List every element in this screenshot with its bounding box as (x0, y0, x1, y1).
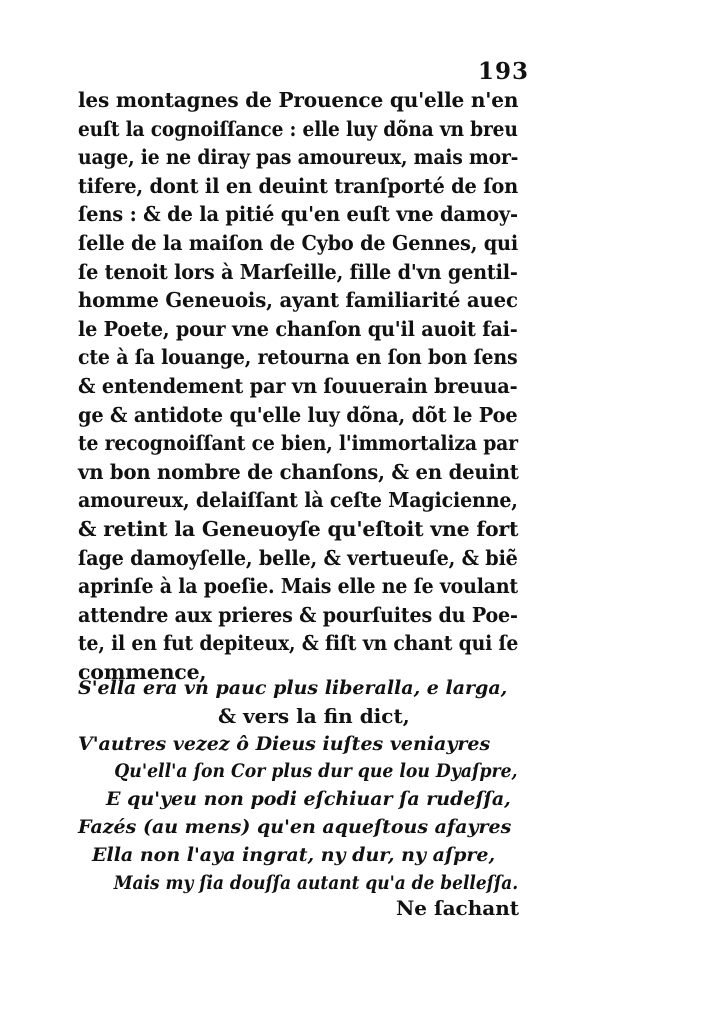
prose-line: homme Geneuois, ayant familiarité auec (78, 288, 518, 313)
prose-line: & entendement par vn ſouuerain breuua- (78, 373, 518, 398)
prose-line: & retint la Geneuoyſe qu'eſtoit vne fort (78, 516, 519, 541)
prose-line: les montagnes de Prouence qu'elle n'en (78, 88, 519, 112)
prose-line: ſage damoyſelle, belle, & vertueuſe, & biẽ (78, 545, 518, 570)
prose-line: ſe tenoit lors à Marſeille, fille d'vn gentil- (78, 259, 518, 284)
verse-block (78, 675, 518, 897)
verse-line: Ella non l'aya ingrat, ny dur, ny aſpre, (92, 843, 496, 866)
prose-block (78, 86, 518, 686)
verse-line: Mais my ſia douſſa autant qu'a de belleſſa. (113, 871, 519, 894)
verse-line: S'ella era vn pauc plus liberalla, e larga, (78, 677, 508, 699)
prose-line: commence, (78, 659, 207, 684)
prose-line: vn bon nombre de chanſons, & en deuint (78, 459, 519, 484)
catchword: Ne ſachant (396, 896, 519, 920)
prose-line: amoureux, delaiſſant là ceſte Magicienne, (78, 488, 518, 513)
verse-line: E qu'yeu non podi eſchiuar ſa rudeſſa, (106, 788, 511, 811)
prose-line: cte à ſa louange, retourna en ſon bon ſens (78, 345, 518, 370)
verse-line: Fazés (au mens) qu'en aqueſtous afayres (78, 815, 512, 838)
prose-line: te, il en fut depiteux, & fiſt vn chant qui ſe (78, 631, 519, 656)
prose-line: le Poete, pour vne chanſon qu'il auoit fai- (78, 316, 518, 341)
verse-line: Qu'ell'a ſon Cor plus dur que lou Dyaſpre, (114, 760, 518, 783)
verse-interlude: & vers la fin dict, (218, 703, 410, 728)
prose-line: aprinſe à la poeſie. Mais elle ne ſe voulant (78, 574, 518, 599)
prose-line: ſelle de la maiſon de Cybo de Gennes, qui (78, 230, 518, 255)
prose-line: tifere, dont il en deuint tranſporté de ſon (78, 173, 519, 198)
page-number: 193 (478, 58, 530, 85)
prose-line: euſt la cognoiſſance : elle luy dõna vn breu (78, 116, 518, 141)
prose-line: attendre aux prieres & pourſuites du Poe- (78, 602, 518, 627)
verse-line: V'autres vezez ô Dieus iuſtes veniayres (78, 732, 491, 755)
prose-line: uage, ie ne diray pas amoureux, mais mor- (78, 145, 519, 170)
prose-line: te recognoiſſant ce bien, l'immortaliza par (78, 431, 518, 456)
prose-line: ge & antidote qu'elle luy dõna, dõt le Poe (78, 402, 518, 427)
prose-line: ſens : & de la pitié qu'en euſt vne damoy- (78, 202, 518, 227)
